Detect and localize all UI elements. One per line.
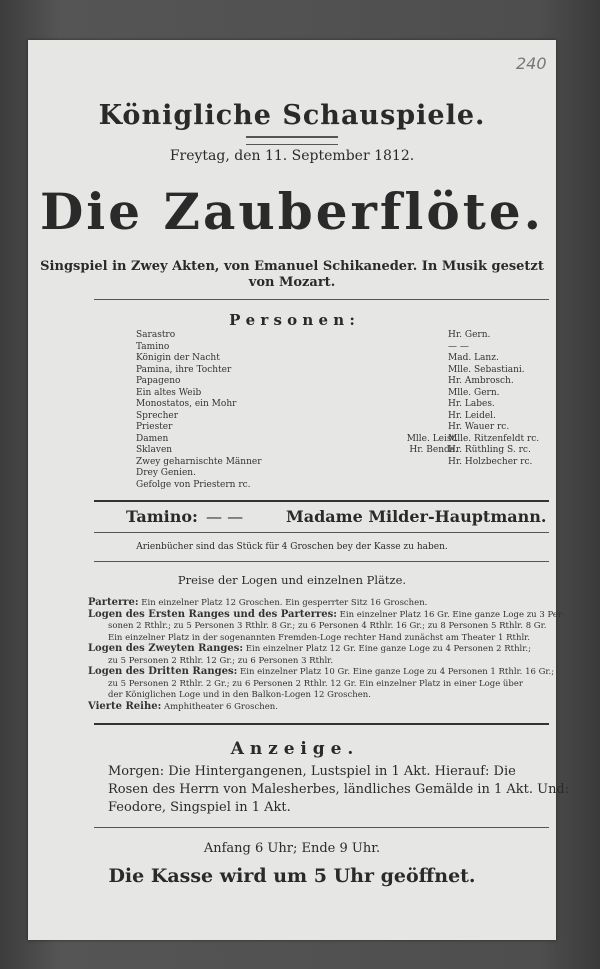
cast-mid: Mlle. Leist. <box>406 433 458 444</box>
cast-role: Königin der Nacht <box>136 353 220 363</box>
price-text: Ein einzelner Platz 12 Gr. Eine ganze Loge zu 4 Personen 2 Rthlr.; <box>243 644 531 654</box>
cast-actor: Hr. Rüthling S. rc. <box>448 445 531 455</box>
divider-6 <box>94 827 549 828</box>
divider-1 <box>94 299 549 300</box>
price-label: Logen des Ersten Ranges und des Parterres: <box>88 608 337 620</box>
textbook-note: Arienbücher sind das Stück für 4 Groschen bey der Kasse zu haben. <box>136 542 448 552</box>
cast-role: Tamino <box>136 341 170 352</box>
cast-role: Damen <box>136 433 169 444</box>
cast-role: Papageno <box>136 376 181 386</box>
price-text: Ein einzelner Platz in der sogenannten Fremden-Loge rechter Hand zunächst am Theater 1 Rthlr. <box>108 632 530 643</box>
start-end-times: Anfang 6 Uhr; Ende 9 Uhr. <box>203 841 381 856</box>
cast-actor: — — <box>448 341 469 352</box>
price-label: Logen des Zweyten Ranges: <box>88 643 244 654</box>
cast-actor: Mlle. Sebastiani. <box>448 364 525 375</box>
cast-actor: Hr. Leidel. <box>448 410 496 421</box>
cast-role: Monostatos, ein Mohr <box>136 399 237 409</box>
ornament-rule <box>246 136 338 145</box>
cast-mid: Hr. Benda. <box>409 445 458 455</box>
price-text: Amphitheater 6 Groschen. <box>161 701 278 712</box>
price-text: der Königlichen Loge und in den Balkon-Logen 12 Groschen. <box>108 690 371 700</box>
anzeige-heading: A n z e i g e . <box>230 739 354 759</box>
playbill-sheet <box>28 40 570 940</box>
cast-role: Zwey geharnischte Männer <box>136 456 262 467</box>
cast-role: Pamina, ihre Tochter <box>136 364 232 375</box>
date-line: Freytag, den 11. September 1812. <box>169 148 415 164</box>
price-text: Ein einzelner Platz 10 Gr. Eine ganze Loge zu 4 Personen 1 Rthlr. 16 Gr.; <box>237 667 555 677</box>
cast-actor: Mad. Lanz. <box>448 353 499 363</box>
archive-number: 240 <box>516 54 547 73</box>
price-line <box>88 701 278 714</box>
cast-actor: Hr. Labes. <box>448 399 495 409</box>
cast-role: Sklaven <box>136 445 173 455</box>
opera-title: Die Zauberflöte. <box>39 182 545 241</box>
anzeige-line: Morgen: Die Hintergangenen, Lustspiel in 1 Akt. Hierauf: Die <box>108 764 516 779</box>
price-text: sonen 2 Rthlr.; zu 5 Personen 3 Rthlr. 8 Gr.; zu 6 Personen 4 Rthlr. 16 Gr.; zu 8 Personen 5 Rthlr. 8 Gr. <box>108 621 547 631</box>
cast-role: Sarastro <box>136 330 176 340</box>
cast-actor: Hr. Gern. <box>448 330 491 340</box>
divider-5 <box>94 723 549 725</box>
box-office-time: Die Kasse wird um 5 Uhr geöffnet. <box>108 865 476 887</box>
price-label: Parterre: <box>88 597 139 608</box>
price-text: zu 5 Personen 2 Rthlr. 2 Gr.; zu 6 Personen 2 Rthlr. 12 Gr. Ein einzelner Platz in einer Loge über <box>108 678 523 689</box>
price-text: zu 5 Personen 2 Rthlr. 12 Gr.; zu 6 Personen 3 Rthlr. <box>108 655 334 666</box>
cast-role: Ein altes Weib <box>136 387 202 398</box>
tamino-role: Tamino: <box>126 507 198 526</box>
price-label: Logen des Dritten Ranges: <box>88 666 238 677</box>
price-text: Ein einzelner Platz 12 Groschen. Ein gesperrter Sitz 16 Groschen. <box>138 598 428 608</box>
cast-role: Drey Genien. <box>136 468 196 478</box>
cast-role: Sprecher <box>136 410 179 421</box>
price-text: Ein einzelner Platz 16 Gr. Eine ganze Loge zu 3 Per- <box>336 609 565 620</box>
cast-role: Priester <box>136 422 173 432</box>
cast-actor: Mlle. Ritzenfeldt rc. <box>448 433 540 444</box>
subtitle-line-2: von Mozart. <box>248 275 336 290</box>
cast-actor: Mlle. Gern. <box>448 387 500 398</box>
tamino-actor: Madame Milder-Hauptmann. <box>286 507 547 526</box>
divider-3 <box>94 532 549 533</box>
cast-actor: Hr. Wauer rc. <box>448 422 510 432</box>
personen-heading: P e r s o n e n : <box>229 311 355 329</box>
divider-4 <box>94 561 549 562</box>
tamino-dashes: — — <box>206 507 244 526</box>
anzeige-line: Rosen des Herrn von Malesherbes, ländliches Gemälde in 1 Akt. Und: <box>108 782 570 797</box>
anzeige-line: Feodore, Singspiel in 1 Akt. <box>108 800 291 815</box>
price-label: Vierte Reihe: <box>88 700 162 712</box>
theatre-name: Königliche Schauspiele. <box>98 100 486 131</box>
cast-actor: Hr. Holzbecher rc. <box>448 456 533 467</box>
cast-actor: Hr. Ambrosch. <box>448 376 514 386</box>
cast-role: Gefolge von Priestern rc. <box>136 479 251 490</box>
subtitle-line-1: Singspiel in Zwey Akten, von Emanuel Schikaneder. In Musik gesetzt <box>40 259 544 274</box>
prices-heading: Preise der Logen und einzelnen Plätze. <box>177 573 407 587</box>
divider-2 <box>94 500 549 502</box>
